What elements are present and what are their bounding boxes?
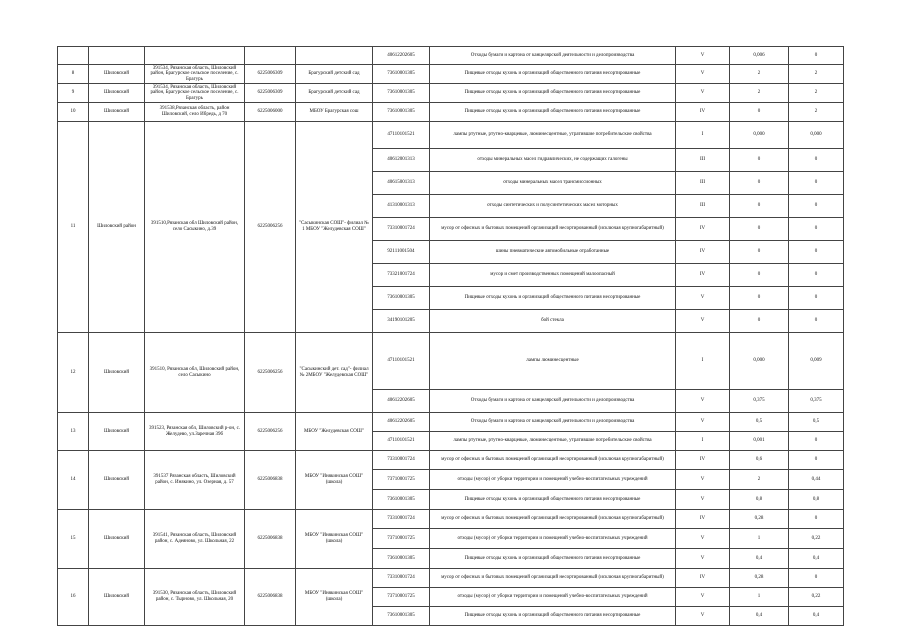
mass-formed-cell: 0 [730,172,789,195]
mass-transferred-cell: 0,000 [789,122,844,149]
organization-cell: МБОУ Брагурская сош [296,103,373,122]
waste-name-cell: Пищевые отходы кухонь и организаций общественного питания несортированные [430,287,676,310]
hazard-class-cell: V [676,607,730,626]
fkko-code-cell: 73610001305 [373,549,430,569]
fkko-code-cell: 40612202605 [373,47,430,65]
district-cell: Шиловский [89,65,145,84]
inn-cell: 6225006256 [245,122,296,333]
hazard-class-cell: V [676,84,730,103]
address-cell [145,47,245,65]
waste-name-cell: лампы ртутные, ртутно-кварцевые, люминесцентные, утратившие потребительские свойства [430,122,676,149]
waste-name-cell: Отходы бумаги и картона от канцелярской деятельности и делопроизводства [430,413,676,432]
address-cell: 391534, Рязанская область, Шиловский район, Брагурское сельское поселение, с. Брагурь [145,84,245,103]
fkko-code-cell: 73610001305 [373,65,430,84]
hazard-class-cell: III [676,149,730,172]
fkko-code-cell: 47110101521 [373,432,430,451]
hazard-class-cell: I [676,122,730,149]
mass-formed-cell: 0,375 [730,390,789,413]
hazard-class-cell: V [676,549,730,569]
fkko-code-cell: 73610001305 [373,103,430,122]
organization-cell: МБОУ "Инякинская СОШ" (школа) [296,510,373,569]
organization-cell: "Сасыкинский дет. сад"- филиал № 2МБОУ "Желудевская СОШ" [296,333,373,413]
waste-name-cell: мусор от офисных и бытовых помещений организаций несортированный (исключая крупногабаритный) [430,510,676,529]
hazard-class-cell: IV [676,451,730,470]
waste-name-cell: мусор от офисных и бытовых помещений организаций несортированный (исключая крупногабаритный) [430,218,676,241]
fkko-code-cell: 73710001725 [373,588,430,607]
table-row [58,451,844,470]
fkko-code-cell: 73310001724 [373,510,430,529]
row-number: 14 [58,451,89,510]
inn-cell: 6225006309 [245,84,296,103]
mass-transferred-cell: 0,5 [789,413,844,432]
mass-formed-cell: 0,006 [730,47,789,65]
waste-name-cell: отходы (мусор) от уборки территории и помещений учебно-воспитательных учреждений [430,529,676,549]
mass-formed-cell: 0,28 [730,510,789,529]
mass-transferred-cell: 2 [789,84,844,103]
mass-formed-cell: 1 [730,529,789,549]
mass-formed-cell: 0,6 [730,451,789,470]
organization-cell: Брагурский детский сад [296,84,373,103]
fkko-code-cell: 73610001305 [373,607,430,626]
mass-formed-cell: 0,000 [730,122,789,149]
address-cell: 391523, Рязанская обл, Шиловский р-он, с. Желудево, ул.Заречная 39б [145,413,245,451]
waste-name-cell: мусор и смет производственных помещений малоопасный [430,264,676,287]
fkko-code-cell: 73310001724 [373,569,430,588]
district-cell: Шиловский [89,333,145,413]
district-cell: Шиловский [89,84,145,103]
fkko-code-cell: 73710001725 [373,529,430,549]
mass-transferred-cell: 0 [789,47,844,65]
table-row [58,84,844,103]
address-cell: 391510, Рязанская обл, Шиловский район, село Сасыкино [145,333,245,413]
hazard-class-cell: I [676,333,730,390]
waste-name-cell: Отходы бумаги и картона от канцелярской деятельности и делопроизводства [430,390,676,413]
hazard-class-cell: V [676,529,730,549]
waste-name-cell: отходы синтетических и полусинтетических масел моторных [430,195,676,218]
hazard-class-cell: IV [676,264,730,287]
table-row [58,510,844,529]
hazard-class-cell: V [676,390,730,413]
mass-formed-cell: 0 [730,264,789,287]
district-cell: Шиловский [89,413,145,451]
hazard-class-cell: V [676,287,730,310]
organization-cell: "Сасыкинская СОШ"- филиал № 1 МБОУ "Желудевская СОШ" [296,122,373,333]
mass-formed-cell: 0 [730,241,789,264]
mass-transferred-cell: 0 [789,451,844,470]
table-row [58,569,844,588]
fkko-code-cell: 47110101521 [373,122,430,149]
inn-cell: 6225006256 [245,413,296,451]
mass-transferred-cell: 0,4 [789,607,844,626]
hazard-class-cell: IV [676,103,730,122]
table-row [58,103,844,122]
mass-transferred-cell: 0,22 [789,529,844,549]
row-number: 10 [58,103,89,122]
mass-formed-cell: 0,001 [730,432,789,451]
mass-formed-cell: 1 [730,588,789,607]
address-cell: 391510,Рязанская обл Шиловский район, село Сасыкино, д.39 [145,122,245,333]
mass-transferred-cell: 0,4 [789,549,844,569]
inn-cell: 6225006838 [245,510,296,569]
district-cell: Шиловский [89,451,145,510]
mass-transferred-cell: 0,009 [789,333,844,390]
waste-name-cell: отходы минеральных масел гидравлических, не содержащих галогены [430,149,676,172]
fkko-code-cell: 73710001725 [373,470,430,490]
mass-formed-cell: 0,000 [730,333,789,390]
address-cell: 391530, Рязанская область, Шиловский район, с. Тырново, ул. Школьная, 20 [145,569,245,626]
waste-name-cell: шины пневматические автомобильные отработанные [430,241,676,264]
mass-transferred-cell: 0 [789,241,844,264]
fkko-code-cell: 73610001305 [373,490,430,510]
mass-transferred-cell: 0 [789,310,844,333]
district-cell: Шиловский [89,510,145,569]
organization-cell: МБОУ "Желудевская СОШ" [296,413,373,451]
district-cell [89,47,145,65]
hazard-class-cell: III [676,195,730,218]
fkko-code-cell: 34190101205 [373,310,430,333]
waste-name-cell: Пищевые отходы кухонь и организаций общественного питания несортированные [430,549,676,569]
mass-transferred-cell: 0,375 [789,390,844,413]
mass-formed-cell: 0,28 [730,569,789,588]
organization-cell [296,47,373,65]
address-cell: 391537 Рязанская область, Шиловский район, с. Инякино, ул. Озерная, д. 57 [145,451,245,510]
mass-transferred-cell: 0,44 [789,470,844,490]
mass-formed-cell: 0 [730,149,789,172]
hazard-class-cell: IV [676,218,730,241]
row-number: 12 [58,333,89,413]
mass-transferred-cell: 2 [789,65,844,84]
hazard-class-cell: V [676,588,730,607]
district-cell: Шиловский [89,569,145,626]
waste-name-cell: отходы (мусор) от уборки территории и помещений учебно-воспитательных учреждений [430,470,676,490]
hazard-class-cell: V [676,310,730,333]
fkko-code-cell: 40615001313 [373,172,430,195]
waste-name-cell: Пищевые отходы кухонь и организаций общественного питания несортированные [430,490,676,510]
row-number: 15 [58,510,89,569]
table-row [58,413,844,432]
hazard-class-cell: V [676,47,730,65]
mass-transferred-cell: 0 [789,287,844,310]
waste-name-cell: отходы (мусор) от уборки территории и помещений учебно-воспитательных учреждений [430,588,676,607]
mass-transferred-cell: 0,22 [789,588,844,607]
waste-name-cell: Пищевые отходы кухонь и организаций общественного питания несортированные [430,84,676,103]
hazard-class-cell: IV [676,510,730,529]
inn-cell [245,47,296,65]
waste-name-cell: мусор от офисных и бытовых помещений организаций несортированный (исключая крупногабаритный) [430,451,676,470]
hazard-class-cell: IV [676,241,730,264]
hazard-class-cell: V [676,490,730,510]
mass-formed-cell: 2 [730,470,789,490]
row-number [58,47,89,65]
fkko-code-cell: 73321001724 [373,264,430,287]
waste-name-cell: Отходы бумаги и картона от канцелярской деятельности и делопроизводства [430,47,676,65]
mass-transferred-cell: 0 [789,569,844,588]
mass-transferred-cell: 0 [789,432,844,451]
fkko-code-cell: 73610001305 [373,84,430,103]
row-number: 9 [58,84,89,103]
fkko-code-cell: 40612202605 [373,390,430,413]
waste-name-cell: Пищевые отходы кухонь и организаций общественного питания несортированные [430,103,676,122]
mass-formed-cell: 0,8 [730,490,789,510]
mass-formed-cell: 0,5 [730,413,789,432]
table-row [58,333,844,390]
hazard-class-cell: V [676,65,730,84]
table-body [58,47,844,626]
row-number: 8 [58,65,89,84]
waste-name-cell: мусор от офисных и бытовых помещений организаций несортированный (исключая крупногабаритный) [430,569,676,588]
mass-formed-cell: 0 [730,103,789,122]
inn-cell: 6225006309 [245,65,296,84]
inn-cell: 6225006256 [245,333,296,413]
waste-name-cell: лампы люминесцентные [430,333,676,390]
table-row [58,122,844,149]
fkko-code-cell: 73310001724 [373,451,430,470]
mass-formed-cell: 2 [730,84,789,103]
address-cell: 391538,Рязанская область, район Шиловский, село Ибредь, д 70 [145,103,245,122]
row-number: 13 [58,413,89,451]
organization-cell: Брагурский детский сад [296,65,373,84]
organization-cell: МБОУ "Инякинская СОШ" (школа) [296,569,373,626]
table-row [58,47,844,65]
waste-name-cell: лампы ртутные, ртутно-кварцевые, люминесцентные, утратившие потребительские свойства [430,432,676,451]
mass-transferred-cell: 0 [789,264,844,287]
fkko-code-cell: 47110101521 [373,333,430,390]
mass-transferred-cell: 0 [789,510,844,529]
fkko-code-cell: 40612001313 [373,149,430,172]
mass-transferred-cell: 0 [789,172,844,195]
district-cell: Шиловский [89,103,145,122]
row-number: 16 [58,569,89,626]
fkko-code-cell: 73310001724 [373,218,430,241]
inn-cell: 6225006000 [245,103,296,122]
address-cell: 391541, Рязанская область, Шиловский район, с. Адеяново, ул. Школьная, 22 [145,510,245,569]
mass-formed-cell: 0 [730,287,789,310]
fkko-code-cell: 41310001313 [373,195,430,218]
hazard-class-cell: V [676,413,730,432]
hazard-class-cell: I [676,432,730,451]
mass-transferred-cell: 0 [789,149,844,172]
mass-transferred-cell: 0 [789,218,844,241]
district-cell: Шиловский район [89,122,145,333]
mass-formed-cell: 0 [730,218,789,241]
row-number: 11 [58,122,89,333]
hazard-class-cell: IV [676,569,730,588]
fkko-code-cell: 73610001305 [373,287,430,310]
mass-formed-cell: 2 [730,65,789,84]
waste-name-cell: Пищевые отходы кухонь и организаций общественного питания несортированные [430,65,676,84]
organization-cell: МБОУ "Инякинская СОШ" (школа) [296,451,373,510]
address-cell: 391534, Рязанская область, Шиловский район, Брагурское сельское поселение, с. Брагурь [145,65,245,84]
mass-formed-cell: 0,4 [730,549,789,569]
waste-name-cell: отходы минеральных масел трансмиссионных [430,172,676,195]
mass-transferred-cell: 2 [789,103,844,122]
hazard-class-cell: III [676,172,730,195]
mass-transferred-cell: 0 [789,195,844,218]
mass-formed-cell: 0,4 [730,607,789,626]
hazard-class-cell: V [676,470,730,490]
fkko-code-cell: 92111001504 [373,241,430,264]
mass-transferred-cell: 0,8 [789,490,844,510]
inn-cell: 6225006838 [245,451,296,510]
table-row [58,65,844,84]
mass-formed-cell: 0 [730,310,789,333]
waste-name-cell: бой стекла [430,310,676,333]
inn-cell: 6225006838 [245,569,296,626]
waste-register-table [57,46,844,626]
mass-formed-cell: 0 [730,195,789,218]
fkko-code-cell: 40612202605 [373,413,430,432]
waste-name-cell: Пищевые отходы кухонь и организаций общественного питания несортированные [430,607,676,626]
